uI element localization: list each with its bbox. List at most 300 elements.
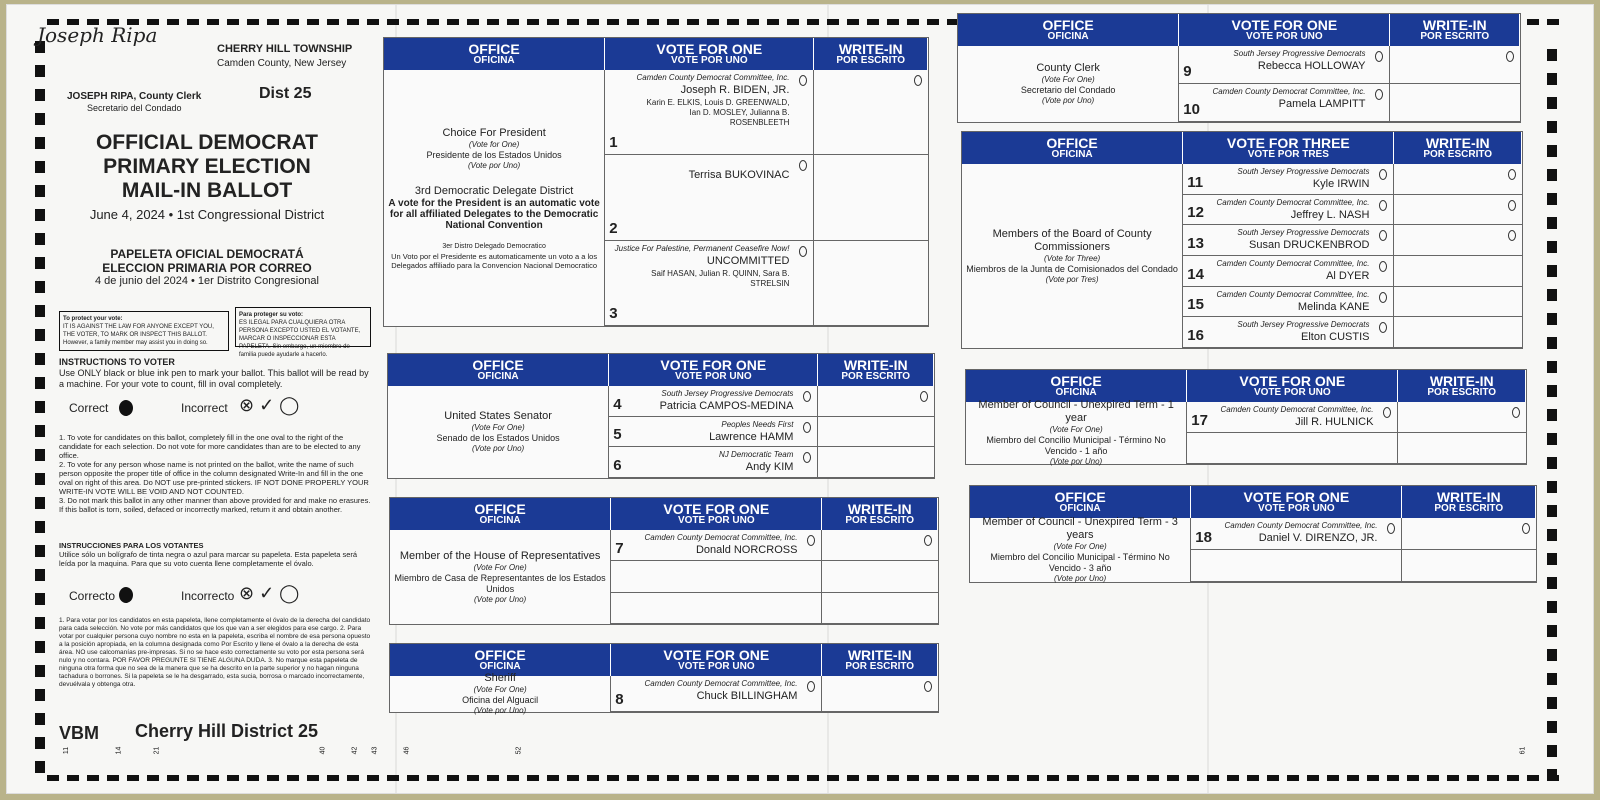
township: CHERRY HILL TOWNSHIP <box>217 43 353 55</box>
timing-mark <box>347 19 359 25</box>
timing-mark <box>467 775 479 781</box>
vote-count-es: (Vote por Uno) <box>1050 457 1103 466</box>
candidate-row[interactable] <box>1183 225 1393 256</box>
header-label: WRITE-IN <box>1429 373 1494 389</box>
timing-mark <box>327 19 339 25</box>
timing-mark <box>587 19 599 25</box>
header-label-es: OFICINA <box>1047 31 1089 42</box>
candidate-oval[interactable] <box>803 422 811 433</box>
header-label-es: OFICINA <box>477 371 519 382</box>
header-label-es: VOTE POR UNO <box>1253 387 1331 398</box>
header-label: OFFICE <box>472 357 524 373</box>
empty-row <box>611 561 821 592</box>
timing-mark <box>35 665 45 677</box>
header-label: VOTE FOR ONE <box>656 41 763 57</box>
office-title-es: Oficina del Alguacil <box>462 695 539 705</box>
timing-mark <box>107 775 119 781</box>
write-in-oval[interactable] <box>924 681 932 692</box>
timing-mark <box>827 19 839 25</box>
timing-mark <box>887 775 899 781</box>
candidate-oval[interactable] <box>1387 523 1395 534</box>
candidate-row[interactable] <box>605 241 813 326</box>
candidate-party: Peoples Needs First <box>721 419 794 429</box>
timing-mark <box>35 713 45 725</box>
write-in-oval[interactable] <box>1512 407 1520 418</box>
timing-mark <box>507 19 519 25</box>
office-description <box>390 530 611 624</box>
write-in-column <box>1398 402 1526 464</box>
vote-count: (Vote For One) <box>471 423 525 432</box>
timing-mark <box>587 775 599 781</box>
write-in-column <box>1402 518 1536 582</box>
write-in-row[interactable] <box>1394 287 1522 318</box>
candidate-row[interactable] <box>1179 84 1389 122</box>
write-in-row[interactable] <box>1390 84 1520 122</box>
write-in-oval[interactable] <box>920 391 928 402</box>
candidate-party: South Jersey Progressive Democrats <box>1233 49 1366 58</box>
timing-mark <box>1547 241 1557 253</box>
vote-count-es: (Vote por Tres) <box>1045 274 1099 284</box>
timing-mark <box>1547 505 1557 517</box>
timing-mark <box>1247 775 1259 781</box>
write-in-oval[interactable] <box>1508 200 1516 211</box>
candidate-row[interactable] <box>1183 256 1393 287</box>
timing-mark <box>667 775 679 781</box>
header-label: WRITE-IN <box>1425 135 1490 151</box>
header-label: OFFICE <box>474 501 526 517</box>
timing-mark <box>687 775 699 781</box>
contest-house <box>389 497 939 625</box>
vote-count: (Vote For One) <box>473 562 527 572</box>
header-label-es: VOTE POR UNO <box>674 371 752 382</box>
timing-mark <box>867 775 879 781</box>
contest-header <box>388 354 934 386</box>
timing-mark <box>907 19 919 25</box>
header-label-es: VOTE POR UNO <box>670 55 748 66</box>
timing-mark <box>247 775 259 781</box>
office-title: United States Senator <box>444 410 552 422</box>
candidate-party: Justice For Palestine, Permanent Ceasefire Now! <box>614 243 790 253</box>
candidate-row[interactable] <box>1183 164 1393 195</box>
timing-mark <box>487 775 499 781</box>
timing-mark <box>35 113 45 125</box>
timing-mark <box>307 19 319 25</box>
candidate-number: 7 <box>615 540 624 558</box>
office-title: Sheriff <box>484 672 516 684</box>
header-label: OFFICE <box>468 41 520 57</box>
instructions-list <box>59 433 371 514</box>
candidate-oval[interactable] <box>807 535 815 546</box>
timing-mark <box>1407 775 1419 781</box>
write-in-row[interactable] <box>822 676 938 712</box>
candidate-row[interactable] <box>611 676 821 712</box>
candidate-number: 16 <box>1187 327 1204 345</box>
write-in-row[interactable] <box>1394 256 1522 287</box>
candidate-oval[interactable] <box>1379 261 1387 272</box>
timing-mark <box>407 775 419 781</box>
timing-mark <box>207 19 219 25</box>
empty-row <box>611 593 821 624</box>
candidate-oval[interactable] <box>1383 407 1391 418</box>
candidate-row[interactable] <box>609 417 817 448</box>
instructions-title: INSTRUCTIONS TO VOTER <box>59 357 175 367</box>
office-header <box>390 498 611 530</box>
timing-mark <box>1547 775 1559 781</box>
vote-count: (Vote For One) <box>473 685 527 694</box>
timing-mark <box>35 161 45 173</box>
timing-mark <box>35 761 45 773</box>
header-label-es: VOTE POR UNO <box>677 661 755 672</box>
timing-mark <box>1447 775 1459 781</box>
timing-mark <box>1547 193 1557 205</box>
timing-mark <box>787 775 799 781</box>
timing-mark <box>907 775 919 781</box>
header-label: WRITE-IN <box>838 41 903 57</box>
timing-mark <box>35 737 45 749</box>
office-header <box>384 38 605 70</box>
write-in-oval[interactable] <box>1508 169 1516 180</box>
write-in-row[interactable] <box>1394 225 1522 256</box>
timing-mark <box>367 775 379 781</box>
write-in-row[interactable] <box>1394 164 1522 195</box>
timing-mark <box>1387 775 1399 781</box>
contest-header <box>970 486 1536 518</box>
timing-mark <box>1207 775 1219 781</box>
timing-mark <box>67 775 79 781</box>
write-in-row[interactable] <box>818 447 934 478</box>
candidate-oval[interactable] <box>1379 200 1387 211</box>
office-header <box>966 370 1187 402</box>
timing-mark <box>87 775 99 781</box>
candidate-column <box>1187 402 1398 464</box>
timing-mark <box>187 19 199 25</box>
timing-mark <box>1547 433 1557 445</box>
edge-number: 46 <box>403 746 411 755</box>
write-in-oval[interactable] <box>1522 523 1530 534</box>
office-title: Choice For President <box>442 126 546 139</box>
candidate-name: Pamela LAMPITT <box>1278 98 1366 110</box>
timing-mark <box>727 19 739 25</box>
filled-oval-icon <box>119 587 133 603</box>
candidate-oval[interactable] <box>799 246 807 257</box>
timing-mark <box>35 569 45 581</box>
header-label: VOTE FOR ONE <box>660 357 767 373</box>
vote-for-header <box>611 644 822 676</box>
empty-row <box>1187 433 1397 464</box>
candidate-oval[interactable] <box>803 452 811 463</box>
header-label-es: OFICINA <box>473 55 515 66</box>
candidate-number: 6 <box>613 457 622 475</box>
vote-for-header <box>609 354 818 386</box>
timing-mark <box>35 521 45 533</box>
write-in-row[interactable] <box>822 593 938 624</box>
timing-mark <box>1547 337 1557 349</box>
write-in-row[interactable] <box>814 70 928 155</box>
timing-mark <box>707 775 719 781</box>
contest-body <box>966 399 1526 466</box>
edge-number: 52 <box>515 746 523 755</box>
header-label: WRITE-IN <box>1436 489 1501 505</box>
timing-mark <box>35 257 45 269</box>
timing-mark <box>427 775 439 781</box>
timing-mark <box>35 281 45 293</box>
timing-mark <box>447 775 459 781</box>
timing-mark <box>847 19 859 25</box>
contest-president <box>383 37 929 327</box>
contest-body <box>388 386 934 478</box>
candidate-oval[interactable] <box>1379 169 1387 180</box>
timing-mark <box>1547 553 1557 565</box>
vote-count-es: (Vote por Uno) <box>474 594 527 604</box>
protect-vote-es <box>235 307 371 358</box>
candidate-name: Susan DRUCKENBROD <box>1249 239 1370 252</box>
candidate-row[interactable] <box>611 530 821 561</box>
contest-body <box>384 70 928 326</box>
timing-mark <box>1347 775 1359 781</box>
timing-mark <box>267 19 279 25</box>
timing-mark <box>1547 577 1557 589</box>
candidate-row[interactable] <box>605 70 813 155</box>
timing-mark <box>1127 775 1139 781</box>
timing-mark <box>467 19 479 25</box>
candidate-number: 4 <box>613 395 622 413</box>
candidate-row[interactable] <box>605 155 813 240</box>
header-label-es: VOTE POR UNO <box>677 515 755 526</box>
candidate-oval[interactable] <box>1379 322 1387 333</box>
write-in-oval[interactable] <box>1508 230 1516 241</box>
candidate-oval[interactable] <box>1375 89 1383 100</box>
candidate-row[interactable] <box>1179 46 1389 84</box>
timing-mark <box>1067 775 1079 781</box>
candidate-oval[interactable] <box>799 160 807 171</box>
write-in-row[interactable] <box>1394 195 1522 226</box>
write-in-column <box>1394 164 1522 348</box>
timing-mark <box>1007 775 1019 781</box>
edge-number: 61 <box>1519 746 1527 755</box>
contest-body <box>390 672 938 715</box>
timing-mark <box>387 19 399 25</box>
candidate-row[interactable] <box>1183 317 1393 348</box>
write-in-row[interactable] <box>818 386 934 417</box>
candidate-number: 14 <box>1187 265 1204 283</box>
timing-mark <box>807 775 819 781</box>
edge-number: 42 <box>351 746 359 755</box>
contest-senate <box>387 353 935 479</box>
timing-mark <box>527 19 539 25</box>
write-in-row[interactable] <box>822 530 938 561</box>
office-title-es: Miembros de la Junta de Comisionados del Condado <box>966 263 1178 274</box>
write-in-row[interactable] <box>1402 550 1536 582</box>
vote-count-es: (Vote por Uno) <box>1054 574 1107 583</box>
candidate-party: South Jersey Progressive Democrats <box>1237 320 1370 330</box>
contest-header <box>966 370 1526 402</box>
write-in-oval[interactable] <box>924 535 932 546</box>
timing-mark <box>1367 775 1379 781</box>
candidate-party: South Jersey Progressive Democrats <box>661 389 794 398</box>
title-line: MAIL-IN BALLOT <box>121 179 293 202</box>
office-title-es: Secretario del Condado <box>1020 85 1116 95</box>
write-in-row[interactable] <box>814 155 928 240</box>
candidate-number: 18 <box>1195 529 1212 546</box>
header-label: WRITE-IN <box>847 501 912 517</box>
timing-mark <box>287 775 299 781</box>
timing-mark <box>627 775 639 781</box>
timing-mark <box>1547 385 1557 397</box>
timing-mark <box>867 19 879 25</box>
timing-mark <box>987 775 999 781</box>
write-in-row[interactable] <box>814 241 928 326</box>
vote-count-es: (Vote por Uno) <box>472 444 525 453</box>
vbm-label: VBM <box>59 723 99 743</box>
candidate-name: Donald NORCROSS <box>695 544 798 556</box>
candidate-party: South Jersey Progressive Democrats <box>1237 228 1370 238</box>
write-in-row[interactable] <box>1398 433 1526 464</box>
header-label: WRITE-IN <box>847 647 912 663</box>
county: Camden County, New Jersey <box>217 58 347 69</box>
write-in-header <box>1398 370 1526 402</box>
office-title: Members of the Board of County Commissioners <box>992 227 1152 253</box>
candidate-number: 17 <box>1191 412 1208 429</box>
timing-mark <box>607 775 619 781</box>
write-in-column <box>822 676 938 712</box>
header-label: VOTE FOR ONE <box>1239 373 1346 389</box>
candidate-row[interactable] <box>609 386 817 417</box>
write-in-oval[interactable] <box>1506 51 1514 62</box>
timing-mark <box>747 775 759 781</box>
protect-text: IT IS AGAINST THE LAW FOR ANYONE EXCEPT YOU, THE VOTER, TO MARK OR INSPECT THIS BALLOT. However, a family member may assist you in doing so. <box>63 324 214 346</box>
write-in-header <box>1394 132 1522 164</box>
timing-mark <box>1307 775 1319 781</box>
candidate-row[interactable] <box>1187 402 1397 433</box>
timing-mark <box>147 775 159 781</box>
timing-mark <box>1427 775 1439 781</box>
protect-text-es: ES ILEGAL PARA CUALQUIERA OTRA PERSONA EXCEPTO USTED EL VOTANTE, MARCAR O INSPECCIONAR ESTA PAPELETA. Sin embargo, un miembro de familia puede ayudarle a hacerlo. <box>239 320 361 358</box>
candidate-row[interactable] <box>1191 518 1401 550</box>
protect-title: To protect your vote: <box>63 316 123 322</box>
timing-mark <box>35 353 45 365</box>
write-in-header <box>818 354 934 386</box>
header-label-es: POR ESCRITO <box>1420 31 1490 42</box>
candidate-row[interactable] <box>1183 195 1393 226</box>
contest-header <box>390 498 938 530</box>
timing-mark <box>1187 775 1199 781</box>
timing-mark <box>35 377 45 389</box>
candidate-oval[interactable] <box>1375 51 1383 62</box>
write-in-row[interactable] <box>1394 317 1522 348</box>
timing-mark <box>567 19 579 25</box>
write-in-row[interactable] <box>1398 402 1526 433</box>
timing-mark <box>627 19 639 25</box>
timing-mark <box>1547 481 1557 493</box>
contest-commissioners <box>961 131 1523 349</box>
header-label-es: POR ESCRITO <box>1423 149 1493 160</box>
header-label-es: VOTE POR UNO <box>1258 503 1335 514</box>
vote-for-header <box>1187 370 1398 402</box>
write-in-row[interactable] <box>818 417 934 448</box>
candidate-row[interactable] <box>609 447 817 478</box>
office-description <box>958 46 1179 122</box>
candidate-row[interactable] <box>1183 287 1393 318</box>
candidate-number: 12 <box>1187 204 1204 222</box>
header-label-es: OFICINA <box>479 515 521 526</box>
vote-for-header <box>1183 132 1394 164</box>
write-in-header <box>822 498 938 530</box>
header-label-es: VOTE POR UNO <box>1246 31 1323 42</box>
ballot-title-es <box>57 247 357 275</box>
timing-mark <box>227 19 239 25</box>
write-in-row[interactable] <box>1402 518 1536 550</box>
candidate-name: UNCOMMITTED <box>706 254 790 267</box>
timing-mark <box>767 19 779 25</box>
candidate-oval[interactable] <box>1379 292 1387 303</box>
timing-mark <box>1547 721 1557 733</box>
candidate-name: Lawrence HAMM <box>709 430 794 443</box>
office-title-es: Miembro de Casa de Representantes de los Estados Unidos <box>394 572 606 594</box>
instruction-item: 1. To vote for candidates on this ballot, completely fill in the one oval to the right of the candidate for each selection. Do not vote for more candidates than are to be elected to any office. <box>59 433 361 460</box>
write-in-row[interactable] <box>1390 46 1520 84</box>
timing-mark <box>1547 745 1557 757</box>
instructions-es <box>59 541 369 568</box>
candidate-column <box>605 70 814 326</box>
header-label: OFFICE <box>1050 373 1102 389</box>
timing-mark <box>1327 775 1339 781</box>
empty-row <box>1191 550 1401 582</box>
protect-title-es: Para proteger su voto: <box>239 312 304 318</box>
contest-body <box>390 530 938 624</box>
timing-mark <box>847 775 859 781</box>
candidate-party: Camden County Democrat Committee, Inc. <box>636 73 790 82</box>
candidate-oval[interactable] <box>1379 230 1387 241</box>
timing-mark <box>407 19 419 25</box>
delegate-district: 3rd Democratic Delegate District <box>414 184 574 197</box>
office-header <box>962 132 1183 164</box>
election-date: June 4, 2024 • 1st Congressional District <box>89 207 325 222</box>
timing-mark <box>307 775 319 781</box>
candidate-oval[interactable] <box>799 75 807 86</box>
ballot-title <box>57 131 357 203</box>
timing-mark <box>1547 409 1557 421</box>
office-title: Member of Council - Unexpired Term - 3 years <box>982 516 1178 541</box>
instruction-item: 3. Do not mark this ballot in any other manner than above provided for and make no erasures. If this ballot is torn, soiled, defaced or incorrectly marked, return it and obtain another. <box>59 496 371 514</box>
timing-mark <box>1547 673 1557 685</box>
candidate-number: 3 <box>609 304 618 322</box>
candidate-oval[interactable] <box>807 681 815 692</box>
instruction-item: 2. To vote for any person whose name is not printed on the ballot, write the name of such person opposite the proper title of office in the column designated Write-In and fill in the one oval on right of this area. Do NOT use pre-printed stickers. IF NOT DONE PROPERLY YOUR WRITE-IN VOTE WILL BE VOID AND NOT COUNTED. <box>59 460 369 496</box>
office-title: Member of the House of Representatives <box>399 549 601 562</box>
timing-mark <box>1547 169 1557 181</box>
header-label-es: POR ESCRITO <box>836 55 906 66</box>
contest-body <box>962 164 1522 348</box>
office-title-es: Miembro del Concilio Municipal - Término No Vencido - 3 año <box>990 552 1170 573</box>
contest-header <box>962 132 1522 164</box>
candidate-name: Patricia CAMPOS-MEDINA <box>659 400 794 412</box>
office-title: County Clerk <box>1036 62 1100 74</box>
candidate-oval[interactable] <box>803 391 811 402</box>
office-description <box>970 518 1191 582</box>
write-in-row[interactable] <box>822 561 938 592</box>
incorrect-label-es: Incorrecto <box>181 589 235 603</box>
header-label: OFFICE <box>1046 135 1098 151</box>
timing-mark <box>35 329 45 341</box>
write-in-oval[interactable] <box>914 75 922 86</box>
timing-mark <box>1547 73 1557 85</box>
candidate-party: Camden County Democrat Committee, Inc. <box>1224 521 1378 530</box>
timing-mark <box>1547 97 1557 109</box>
timing-mark <box>1287 775 1299 781</box>
timing-mark <box>35 425 45 437</box>
clerk-title-es: Secretario del Condado <box>87 103 182 113</box>
clerk-signature: Joseph Ripa <box>37 23 158 47</box>
